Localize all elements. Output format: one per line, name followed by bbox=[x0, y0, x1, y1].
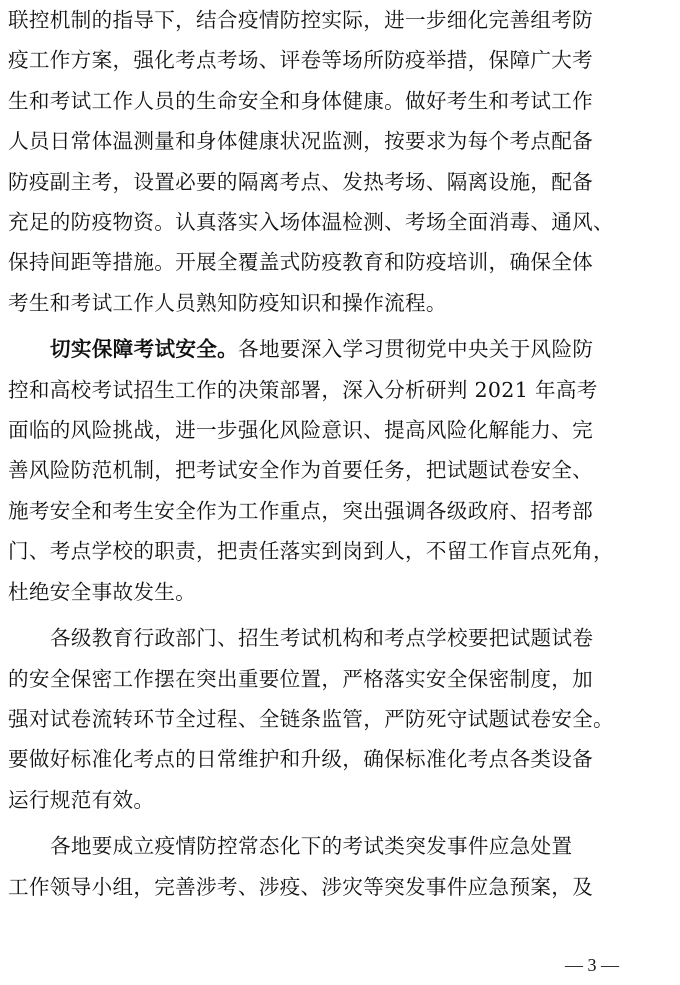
text-run: 各地要深入学习贯彻党中央关于风险防 bbox=[238, 337, 594, 362]
text-line: 工作领导小组，完善涉考、涉疫、涉灾等突发事件应急预案，及 bbox=[8, 874, 594, 899]
text-line: 强对试卷流转环节全过程、全链条监管，严防死守试题试卷安全。 bbox=[8, 706, 614, 731]
section-heading-exam-security: 切实保障考试安全。 bbox=[50, 337, 239, 362]
text-line: 控和高校考试招生工作的决策部署，深入分析研判 2021 年高考 bbox=[8, 377, 598, 402]
paragraph-epidemic-prevention bbox=[8, 0, 672, 323]
text-line: 门、考点学校的职责，把责任落实到岗到人，不留工作盲点死角， bbox=[8, 539, 614, 564]
text-line: 各级教育行政部门、招生考试机构和考点学校要把试题试卷 bbox=[50, 626, 594, 651]
paragraph-exam-security bbox=[8, 329, 672, 612]
text-line: 要做好标准化考点的日常维护和升级，确保标准化考点各类设备 bbox=[8, 747, 594, 772]
paragraph-paper-confidentiality bbox=[8, 618, 672, 820]
text-line: 各地要成立疫情防控常态化下的考试类突发事件应急处置 bbox=[50, 834, 573, 859]
text-line: 联控机制的指导下，结合疫情防控实际，进一步细化完善组考防 bbox=[8, 8, 594, 32]
page-number: — 3 — bbox=[565, 955, 619, 975]
text-line: 施考安全和考生安全作为工作重点，突出强调各级政府、招考部 bbox=[8, 498, 594, 523]
document-body bbox=[8, 0, 672, 913]
text-line: 生和考试工作人员的生命安全和身体健康。做好考生和考试工作 bbox=[8, 88, 594, 113]
paragraph-emergency-response bbox=[8, 826, 672, 907]
text-line: 保持间距等措施。开展全覆盖式防疫教育和防疫培训，确保全体 bbox=[8, 250, 594, 275]
text-line: 善风险防范机制，把考试安全作为首要任务，把试题试卷安全、 bbox=[8, 458, 594, 483]
text-line: 的安全保密工作摆在突出重要位置，严格落实安全保密制度，加 bbox=[8, 666, 594, 691]
text-line: 疫工作方案，强化考点考场、评卷等场所防疫举措，保障广大考 bbox=[8, 48, 594, 73]
text-line: 防疫副主考，设置必要的隔离考点、发热考场、隔离设施，配备 bbox=[8, 169, 594, 194]
text-line: 人员日常体温测量和身体健康状况监测，按要求为每个考点配备 bbox=[8, 129, 594, 154]
text-line: 充足的防疫物资。认真落实入场体温检测、考场全面消毒、通风、 bbox=[8, 210, 614, 235]
text-line: 杜绝安全事故发生。 bbox=[8, 579, 197, 604]
text-line: 面临的风险挑战，进一步强化风险意识、提高风险化解能力、完 bbox=[8, 418, 594, 443]
text-line: 运行规范有效。 bbox=[8, 787, 155, 812]
text-line bbox=[8, 329, 672, 369]
text-line: 考生和考试工作人员熟知防疫知识和操作流程。 bbox=[8, 290, 447, 315]
